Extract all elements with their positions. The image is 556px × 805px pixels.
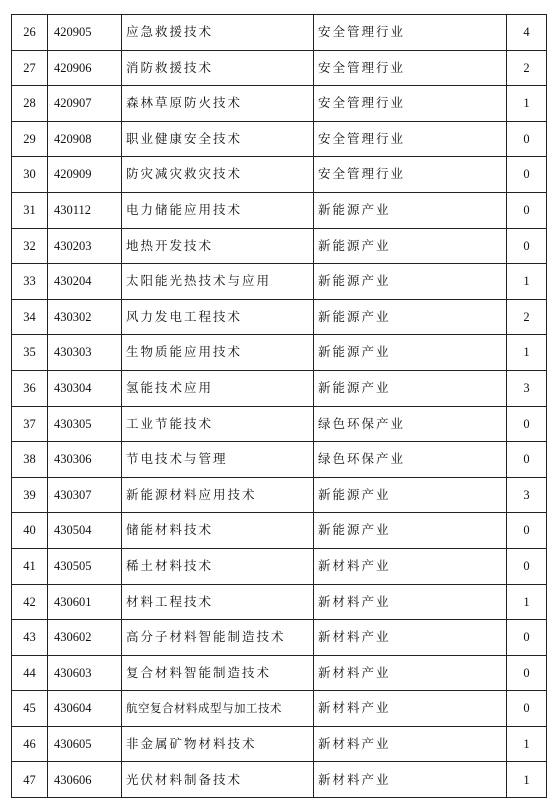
row-index-cell: 28 — [12, 86, 48, 122]
count-cell: 4 — [507, 15, 547, 51]
row-index-cell: 46 — [12, 726, 48, 762]
industry-cell: 新能源产业 — [314, 264, 507, 300]
major-code-cell: 430204 — [48, 264, 122, 300]
major-code-cell: 430602 — [48, 620, 122, 656]
count-cell: 0 — [507, 513, 547, 549]
count-cell: 0 — [507, 157, 547, 193]
major-table — [11, 14, 547, 798]
major-name-cell: 高分子材料智能制造技术 — [122, 620, 314, 656]
industry-cell: 新材料产业 — [314, 620, 507, 656]
major-code-cell: 420908 — [48, 121, 122, 157]
major-name-cell: 消防救援技术 — [122, 50, 314, 86]
row-index-cell: 34 — [12, 299, 48, 335]
table-row — [12, 299, 547, 335]
industry-cell: 新材料产业 — [314, 584, 507, 620]
table-row — [12, 192, 547, 228]
count-cell: 0 — [507, 228, 547, 264]
row-index-cell: 36 — [12, 370, 48, 406]
industry-cell: 新能源产业 — [314, 513, 507, 549]
table-row — [12, 335, 547, 371]
table-row — [12, 264, 547, 300]
row-index-cell: 41 — [12, 548, 48, 584]
major-code-cell: 430504 — [48, 513, 122, 549]
table-row — [12, 157, 547, 193]
table-row — [12, 762, 547, 798]
major-code-cell: 430603 — [48, 655, 122, 691]
major-name-cell: 航空复合材料成型与加工技术 — [122, 691, 314, 727]
count-cell: 1 — [507, 762, 547, 798]
count-cell: 0 — [507, 121, 547, 157]
table-row — [12, 50, 547, 86]
table-row — [12, 228, 547, 264]
major-name-cell: 职业健康安全技术 — [122, 121, 314, 157]
table-row — [12, 442, 547, 478]
count-cell: 0 — [507, 620, 547, 656]
industry-cell: 新能源产业 — [314, 370, 507, 406]
industry-cell: 新材料产业 — [314, 691, 507, 727]
major-code-cell: 430302 — [48, 299, 122, 335]
major-code-cell: 430112 — [48, 192, 122, 228]
row-index-cell: 43 — [12, 620, 48, 656]
major-name-cell: 应急救援技术 — [122, 15, 314, 51]
count-cell: 0 — [507, 548, 547, 584]
major-name-cell: 节电技术与管理 — [122, 442, 314, 478]
industry-cell: 新能源产业 — [314, 228, 507, 264]
major-code-cell: 430203 — [48, 228, 122, 264]
row-index-cell: 44 — [12, 655, 48, 691]
major-name-cell: 光伏材料制备技术 — [122, 762, 314, 798]
count-cell: 0 — [507, 192, 547, 228]
industry-cell: 安全管理行业 — [314, 86, 507, 122]
table-row — [12, 370, 547, 406]
industry-cell: 安全管理行业 — [314, 15, 507, 51]
major-code-cell: 430303 — [48, 335, 122, 371]
major-name-cell: 储能材料技术 — [122, 513, 314, 549]
count-cell: 1 — [507, 335, 547, 371]
major-name-cell: 复合材料智能制造技术 — [122, 655, 314, 691]
table-row — [12, 691, 547, 727]
major-name-cell: 工业节能技术 — [122, 406, 314, 442]
industry-cell: 安全管理行业 — [314, 121, 507, 157]
major-code-cell: 430305 — [48, 406, 122, 442]
industry-cell: 安全管理行业 — [314, 157, 507, 193]
major-code-cell: 430306 — [48, 442, 122, 478]
row-index-cell: 33 — [12, 264, 48, 300]
major-name-cell: 稀土材料技术 — [122, 548, 314, 584]
major-name-cell: 风力发电工程技术 — [122, 299, 314, 335]
major-name-cell: 生物质能应用技术 — [122, 335, 314, 371]
row-index-cell: 30 — [12, 157, 48, 193]
industry-cell: 新材料产业 — [314, 548, 507, 584]
row-index-cell: 42 — [12, 584, 48, 620]
industry-cell: 新能源产业 — [314, 192, 507, 228]
row-index-cell: 39 — [12, 477, 48, 513]
count-cell: 1 — [507, 584, 547, 620]
table-row — [12, 655, 547, 691]
count-cell: 1 — [507, 86, 547, 122]
count-cell: 2 — [507, 299, 547, 335]
row-index-cell: 40 — [12, 513, 48, 549]
major-code-cell: 420905 — [48, 15, 122, 51]
major-code-cell: 430307 — [48, 477, 122, 513]
row-index-cell: 47 — [12, 762, 48, 798]
count-cell: 0 — [507, 655, 547, 691]
table-body — [12, 15, 547, 798]
industry-cell: 新材料产业 — [314, 726, 507, 762]
count-cell: 0 — [507, 406, 547, 442]
major-code-cell: 430606 — [48, 762, 122, 798]
row-index-cell: 37 — [12, 406, 48, 442]
row-index-cell: 35 — [12, 335, 48, 371]
table-row — [12, 584, 547, 620]
row-index-cell: 29 — [12, 121, 48, 157]
row-index-cell: 27 — [12, 50, 48, 86]
major-code-cell: 420906 — [48, 50, 122, 86]
major-code-cell: 420909 — [48, 157, 122, 193]
table-row — [12, 86, 547, 122]
industry-cell: 新能源产业 — [314, 299, 507, 335]
row-index-cell: 31 — [12, 192, 48, 228]
count-cell: 0 — [507, 691, 547, 727]
industry-cell: 绿色环保产业 — [314, 442, 507, 478]
industry-cell: 新材料产业 — [314, 655, 507, 691]
count-cell: 1 — [507, 726, 547, 762]
row-index-cell: 32 — [12, 228, 48, 264]
major-name-cell: 氢能技术应用 — [122, 370, 314, 406]
table-row — [12, 477, 547, 513]
major-code-cell: 420907 — [48, 86, 122, 122]
row-index-cell: 45 — [12, 691, 48, 727]
major-name-cell: 电力储能应用技术 — [122, 192, 314, 228]
table-row — [12, 726, 547, 762]
major-code-cell: 430505 — [48, 548, 122, 584]
industry-cell: 新能源产业 — [314, 477, 507, 513]
table-row — [12, 121, 547, 157]
count-cell: 1 — [507, 264, 547, 300]
major-name-cell: 森林草原防火技术 — [122, 86, 314, 122]
major-name-cell: 地热开发技术 — [122, 228, 314, 264]
table-row — [12, 406, 547, 442]
major-code-cell: 430604 — [48, 691, 122, 727]
major-code-cell: 430304 — [48, 370, 122, 406]
industry-cell: 绿色环保产业 — [314, 406, 507, 442]
row-index-cell: 26 — [12, 15, 48, 51]
table-row — [12, 513, 547, 549]
row-index-cell: 38 — [12, 442, 48, 478]
table-row — [12, 15, 547, 51]
major-code-cell: 430605 — [48, 726, 122, 762]
major-name-cell: 新能源材料应用技术 — [122, 477, 314, 513]
count-cell: 3 — [507, 477, 547, 513]
industry-cell: 新材料产业 — [314, 762, 507, 798]
major-name-cell: 太阳能光热技术与应用 — [122, 264, 314, 300]
count-cell: 2 — [507, 50, 547, 86]
major-name-cell: 非金属矿物材料技术 — [122, 726, 314, 762]
count-cell: 0 — [507, 442, 547, 478]
major-name-cell: 材料工程技术 — [122, 584, 314, 620]
table-row — [12, 620, 547, 656]
table-row — [12, 548, 547, 584]
count-cell: 3 — [507, 370, 547, 406]
industry-cell: 新能源产业 — [314, 335, 507, 371]
major-code-cell: 430601 — [48, 584, 122, 620]
industry-cell: 安全管理行业 — [314, 50, 507, 86]
major-name-cell: 防灾减灾救灾技术 — [122, 157, 314, 193]
